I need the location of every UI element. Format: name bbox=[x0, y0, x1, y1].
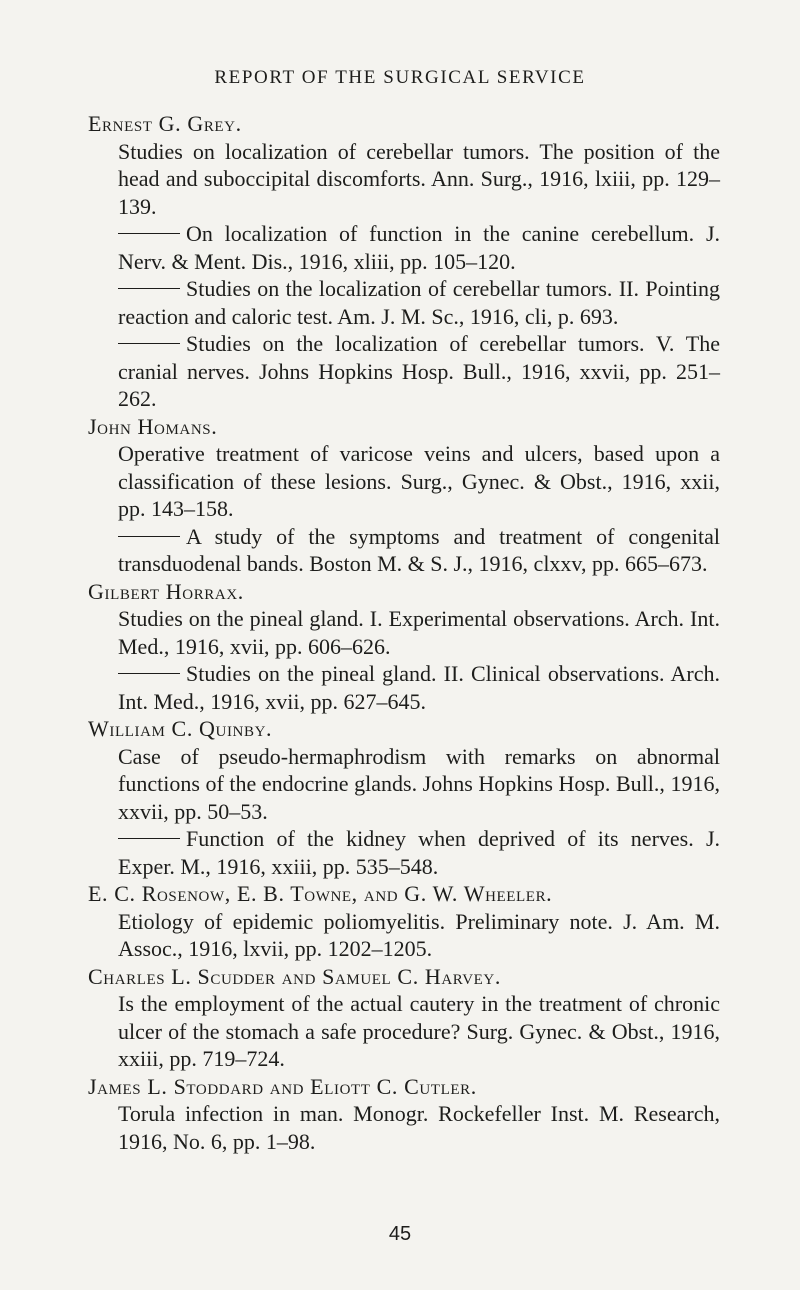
ditto-dash bbox=[118, 288, 180, 289]
citation-entry bbox=[118, 825, 720, 880]
author-group bbox=[88, 110, 720, 413]
citation-entry bbox=[118, 990, 720, 1073]
author-name: E. C. Rosenow, E. B. Towne, and G. W. Wheeler. bbox=[88, 881, 553, 906]
author-name: James L. Stoddard and Eliott C. Cutler. bbox=[88, 1073, 477, 1099]
citation-text: Studies on the pineal gland. II. Clinical observations. Arch. Int. Med., 1916, xvii, pp. 627–645. bbox=[118, 661, 720, 714]
citation-text: Case of pseudo-hermaphrodism with remarks on abnormal functions of the endocrine glands. Johns Hopkins Hosp. Bull., 1916, xxvii, pp. 50–53. bbox=[118, 743, 720, 824]
author-name: Ernest G. Grey. bbox=[88, 111, 242, 136]
citation-text: Studies on localization of cerebellar tumors. The position of the head and suboccipital discomforts. Ann. Surg., 1916, lxiii, pp. 129–139. bbox=[118, 138, 720, 219]
citation-text: Studies on the pineal gland. I. Experimental observations. Arch. Int. Med., 1916, xvii, pp. 606–626. bbox=[118, 606, 720, 659]
citation-text: Torula infection in man. Monogr. Rockefeller Inst. M. Research, 1916, No. 6, pp. 1–98. bbox=[118, 1101, 720, 1154]
ditto-dash bbox=[118, 673, 180, 674]
author-group bbox=[88, 963, 720, 1073]
author-group bbox=[88, 715, 720, 880]
author-group bbox=[88, 880, 720, 963]
citation-text: Function of the kidney when deprived of its nerves. J. Exper. M., 1916, xxiii, pp. 535–548. bbox=[118, 826, 720, 879]
citation-text: Operative treatment of varicose veins and ulcers, based upon a classification of these lesions. Surg., Gynec. & Obst., 1916, xxii, pp. 143–158. bbox=[118, 441, 720, 521]
citation-text: Studies on the localization of cerebellar tumors. II. Pointing reaction and caloric test. Am. J. M. Sc., 1916, cli, p. 693. bbox=[118, 276, 720, 329]
ditto-dash bbox=[118, 536, 180, 537]
author-name: Charles L. Scudder and Samuel C. Harvey. bbox=[88, 963, 501, 989]
citation-entry bbox=[118, 138, 720, 221]
author-name: Gilbert Horrax. bbox=[88, 578, 244, 604]
ditto-dash bbox=[118, 838, 180, 839]
citation-text: Etiology of epidemic poliomyelitis. Preliminary note. J. Am. M. Assoc., 1916, lxvii, pp. 1202–1205. bbox=[118, 908, 720, 961]
bibliography-list bbox=[88, 110, 720, 1155]
author-group bbox=[88, 413, 720, 578]
citation-entry bbox=[118, 605, 720, 660]
ditto-dash bbox=[118, 343, 180, 344]
citation-text: Studies on the localization of cerebellar tumors. V. The cranial nerves. Johns Hopkins Hosp. Bull., 1916, xxvii, pp. 251–262. bbox=[118, 331, 720, 411]
citation-text: A study of the symptoms and treatment of congenital transduodenal bands. Boston M. & S. J., 1916, clxxv, pp. 665–673. bbox=[118, 523, 720, 576]
running-header: REPORT OF THE SURGICAL SERVICE bbox=[214, 67, 586, 88]
author-name: William C. Quinby. bbox=[88, 716, 273, 741]
citation-entry bbox=[118, 330, 720, 413]
ditto-dash bbox=[118, 233, 180, 234]
author-name: John Homans. bbox=[88, 413, 218, 439]
citation-text: On localization of function in the canine cerebellum. J. Nerv. & Ment. Dis., 1916, xliii, pp. 105–120. bbox=[118, 221, 720, 274]
author-group bbox=[88, 578, 720, 716]
citation-entry bbox=[118, 1100, 720, 1155]
citation-entry bbox=[118, 908, 720, 963]
citation-entry bbox=[118, 275, 720, 330]
citation-entry bbox=[118, 660, 720, 715]
page-number: 45 bbox=[388, 1223, 412, 1245]
citation-entry bbox=[118, 743, 720, 826]
citation-entry bbox=[118, 220, 720, 275]
citation-entry bbox=[118, 440, 720, 523]
citation-text: Is the employment of the actual cautery in the treatment of chronic ulcer of the stomach a safe procedure? Surg. Gynec. & Obst., 1916, xxiii, pp. 719–724. bbox=[118, 991, 720, 1071]
citation-entry bbox=[118, 523, 720, 578]
author-group bbox=[88, 1073, 720, 1156]
